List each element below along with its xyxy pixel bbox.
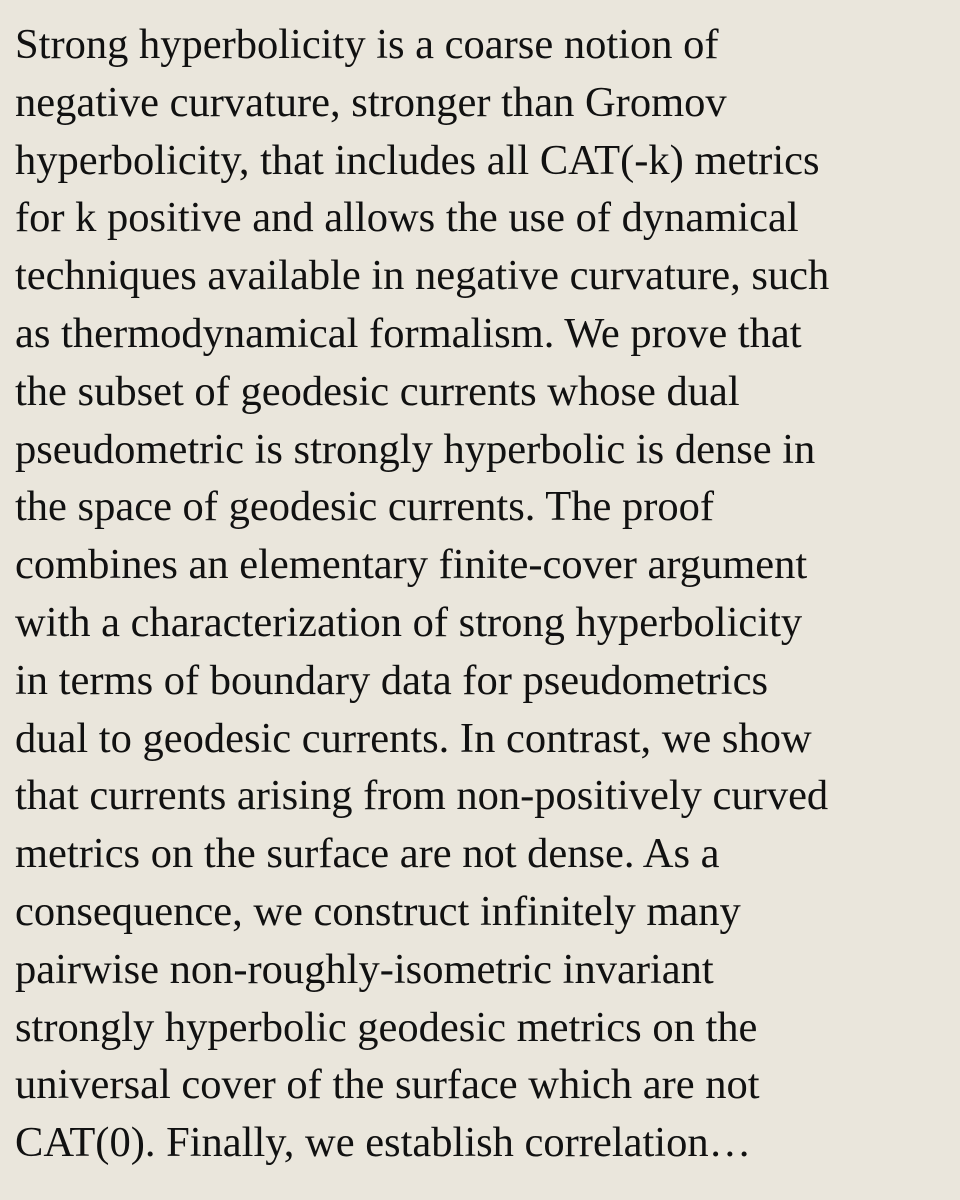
abstract-line-12: in terms of boundary data for pseudometrics <box>15 656 768 704</box>
abstract-line-16: consequence, we construct infinitely many <box>15 887 741 935</box>
abstract-line-6: as thermodynamical formalism. We prove that <box>15 309 802 357</box>
abstract-line-1: Strong hyperbolicity is a coarse notion of <box>15 21 719 68</box>
abstract-line-17: pairwise non-roughly-isometric invariant <box>15 945 714 993</box>
abstract-line-9: the space of geodesic currents. The proof <box>15 483 715 531</box>
abstract-line-10: combines an elementary finite-cover argument <box>15 541 808 589</box>
abstract-line-4: for k positive and allows the use of dynamical <box>15 194 799 242</box>
abstract-line-19: universal cover of the surface which are not <box>15 1061 760 1109</box>
abstract-line-13: dual to geodesic currents. In contrast, we show <box>15 714 812 762</box>
abstract-text <box>15 16 942 1172</box>
abstract-line-11: with a characterization of strong hyperbolicity <box>15 598 803 646</box>
abstract-line-14: that currents arising from non-positively curved <box>15 772 829 820</box>
abstract-line-8: pseudometric is strongly hyperbolic is dense in <box>15 425 816 473</box>
abstract-line-2: negative curvature, stronger than Gromov <box>15 78 727 126</box>
abstract-line-5: techniques available in negative curvature, such <box>15 252 830 300</box>
abstract-line-20: CAT(0). Finally, we establish correlation… <box>15 1119 752 1167</box>
abstract-line-15: metrics on the surface are not dense. As a <box>15 830 720 878</box>
abstract-line-3: hyperbolicity, that includes all CAT(-k) metrics <box>15 136 820 184</box>
abstract-line-7: the subset of geodesic currents whose dual <box>15 367 740 415</box>
abstract-line-18: strongly hyperbolic geodesic metrics on the <box>15 1003 758 1051</box>
